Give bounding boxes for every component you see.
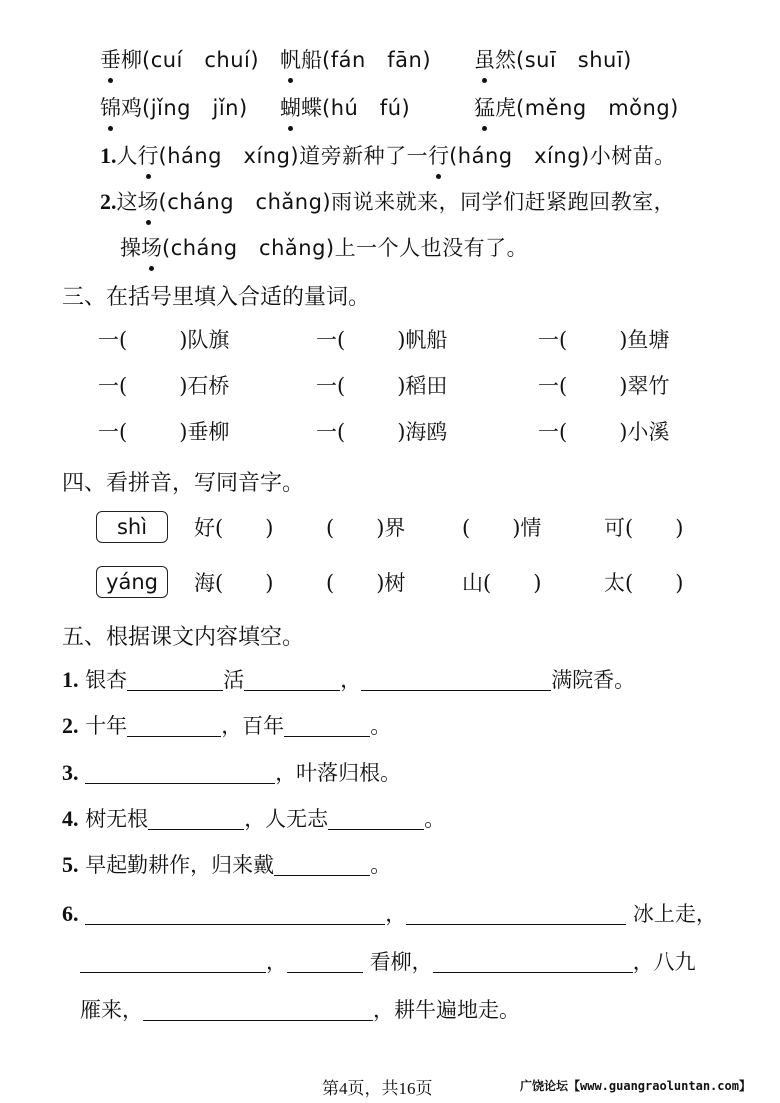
homophone-item: ( )树 [326, 571, 406, 595]
dotted-char: 行 [428, 140, 449, 170]
answer-blank[interactable] [85, 902, 385, 925]
question-number: 4. [62, 806, 79, 831]
measure-prefix: 一( [98, 420, 128, 444]
answer-blank[interactable] [287, 950, 363, 973]
text: 早起勤耕作，归来戴 [85, 853, 275, 877]
answer-blank[interactable] [148, 807, 244, 830]
text: 。 [424, 807, 446, 831]
measure-noun: 鱼塘 [627, 328, 670, 352]
pinyin-box: shì [96, 511, 168, 543]
measure-close: ) [179, 420, 188, 444]
question-number: 2. [100, 189, 117, 214]
answer-blank[interactable] [127, 714, 221, 737]
fill-question-2 [62, 710, 391, 740]
measure-close: ) [619, 374, 628, 398]
answer-blank[interactable] [274, 853, 370, 876]
answer-blank[interactable] [85, 761, 275, 784]
fill-question-6-line2 [80, 946, 696, 976]
word-rest: 鸡 [121, 96, 142, 120]
homophone-item: 好( ) [194, 516, 274, 540]
answer-blank[interactable] [433, 950, 633, 973]
pinyin-pair-2 [280, 44, 431, 74]
measure-prefix: 一( [98, 374, 128, 398]
measure-noun: 石桥 [187, 374, 230, 398]
homophone-item: ( )界 [326, 516, 406, 540]
measure-word-item [316, 370, 447, 400]
text: ，人无志 [244, 807, 329, 831]
pinyin-options: (hú fú) [322, 96, 411, 120]
dotted-char: 场 [141, 232, 162, 262]
fill-question-5 [62, 849, 391, 879]
site-watermark: 广饶论坛【www.guangraoluntan.com】 [520, 1079, 751, 1093]
pinyin-pair-6 [474, 92, 679, 122]
measure-word-item [538, 324, 669, 354]
measure-close: ) [397, 420, 406, 444]
answer-blank[interactable] [284, 714, 370, 737]
measure-noun: 小溪 [627, 420, 670, 444]
dotted-char: 帆 [280, 44, 301, 74]
word-rest: 虎 [495, 96, 516, 120]
text: 这 [116, 190, 138, 214]
measure-word-item [316, 324, 447, 354]
pinyin-box: yáng [96, 566, 168, 598]
sentence-1 [100, 140, 676, 170]
measure-noun: 队旗 [187, 328, 230, 352]
pinyin-options: (fán fān) [322, 48, 432, 72]
sentence-2-cont [120, 232, 528, 262]
measure-word-item [316, 416, 447, 446]
fill-question-3 [62, 757, 401, 787]
text: 树无根 [85, 807, 149, 831]
measure-word-item [98, 416, 229, 446]
dotted-char: 垂 [100, 44, 121, 74]
pinyin-pair-3 [474, 44, 632, 74]
fill-question-6 [62, 898, 717, 928]
dotted-char: 蝴 [280, 92, 301, 122]
text: (háng xíng)道旁新种了一 [158, 144, 429, 168]
page-number: 第4页，共16页 [322, 1079, 433, 1098]
text: 看柳， [369, 950, 433, 974]
pinyin-pair-5 [280, 92, 410, 122]
fill-question-6-line3 [80, 994, 520, 1024]
word-rest: 蝶 [301, 96, 322, 120]
answer-blank[interactable] [127, 668, 223, 691]
measure-word-item [538, 370, 669, 400]
pinyin-pair-4 [100, 92, 248, 122]
text: ，耕牛遍地走。 [373, 998, 520, 1022]
dotted-char: 行 [138, 140, 159, 170]
dotted-char: 场 [138, 186, 159, 216]
homophone-item: ( )情 [462, 516, 542, 540]
measure-prefix: 一( [98, 328, 128, 352]
measure-prefix: 一( [538, 328, 568, 352]
pinyin-options: (cuí chuí) [142, 48, 260, 72]
text: 冰上走， [632, 902, 717, 926]
text: 银杏 [85, 668, 128, 692]
text: 。 [370, 853, 392, 877]
dotted-char: 虽 [474, 44, 495, 74]
answer-blank[interactable] [328, 807, 424, 830]
question-number: 5. [62, 852, 79, 877]
question-number: 1. [62, 667, 79, 692]
measure-close: ) [179, 328, 188, 352]
text: 活 [223, 668, 245, 692]
section-4-title: 四、看拼音，写同音字。 [62, 471, 305, 496]
answer-blank[interactable] [143, 998, 373, 1021]
answer-blank[interactable] [361, 668, 551, 691]
text: ， [340, 668, 362, 692]
homophone-item: 可( ) [604, 516, 684, 540]
answer-blank[interactable] [406, 902, 626, 925]
homophone-item: 海( ) [194, 571, 274, 595]
text: 人 [116, 144, 138, 168]
text: 十年 [85, 714, 128, 738]
word-rest: 然 [495, 48, 516, 72]
sentence-2 [100, 186, 675, 216]
pinyin-options: (jǐng jǐn) [142, 96, 248, 120]
question-number: 6. [62, 901, 79, 926]
pinyin-options: (měng mǒng) [516, 96, 679, 120]
homophone-item: 太( ) [604, 571, 684, 595]
answer-blank[interactable] [244, 668, 340, 691]
text: ， [385, 902, 407, 926]
measure-close: ) [179, 374, 188, 398]
measure-noun: 翠竹 [627, 374, 670, 398]
measure-prefix: 一( [316, 328, 346, 352]
text: 满院香。 [551, 668, 636, 692]
measure-word-item [98, 370, 229, 400]
measure-prefix: 一( [538, 420, 568, 444]
fill-question-4 [62, 803, 445, 833]
section-3-title: 三、在括号里填入合适的量词。 [62, 285, 371, 310]
measure-prefix: 一( [538, 374, 568, 398]
measure-word-item [98, 324, 229, 354]
word-rest: 船 [301, 48, 322, 72]
text: ，叶落归根。 [275, 761, 402, 785]
pinyin-pair-1 [100, 44, 259, 74]
section-5-title: 五、根据课文内容填空。 [62, 625, 305, 650]
homophone-item: 山( ) [462, 571, 542, 595]
text: (cháng chǎng)上一个人也没有了。 [162, 236, 529, 260]
word-rest: 柳 [121, 48, 142, 72]
question-number: 1. [100, 143, 117, 168]
text: 操 [120, 236, 141, 260]
text: ，八九 [632, 950, 696, 974]
measure-word-item [538, 416, 669, 446]
measure-close: ) [619, 420, 628, 444]
answer-blank[interactable] [80, 950, 266, 973]
measure-noun: 稻田 [405, 374, 448, 398]
measure-noun: 帆船 [405, 328, 448, 352]
dotted-char: 猛 [474, 92, 495, 122]
measure-noun: 垂柳 [187, 420, 230, 444]
measure-prefix: 一( [316, 374, 346, 398]
measure-close: ) [619, 328, 628, 352]
question-number: 3. [62, 760, 79, 785]
text: ， [266, 950, 287, 974]
fill-question-1 [62, 664, 635, 694]
text: (cháng chǎng)雨说来就来，同学们赶紧跑回教室， [158, 190, 676, 214]
text: (háng xíng)小树苗。 [449, 144, 676, 168]
pinyin-options: (suī shuī) [516, 48, 632, 72]
text: ，百年 [221, 714, 285, 738]
dotted-char: 锦 [100, 92, 121, 122]
measure-close: ) [397, 328, 406, 352]
text: 雁来， [80, 998, 143, 1022]
text: 。 [370, 714, 392, 738]
measure-noun: 海鸥 [405, 420, 448, 444]
measure-prefix: 一( [316, 420, 346, 444]
measure-close: ) [397, 374, 406, 398]
question-number: 2. [62, 713, 79, 738]
